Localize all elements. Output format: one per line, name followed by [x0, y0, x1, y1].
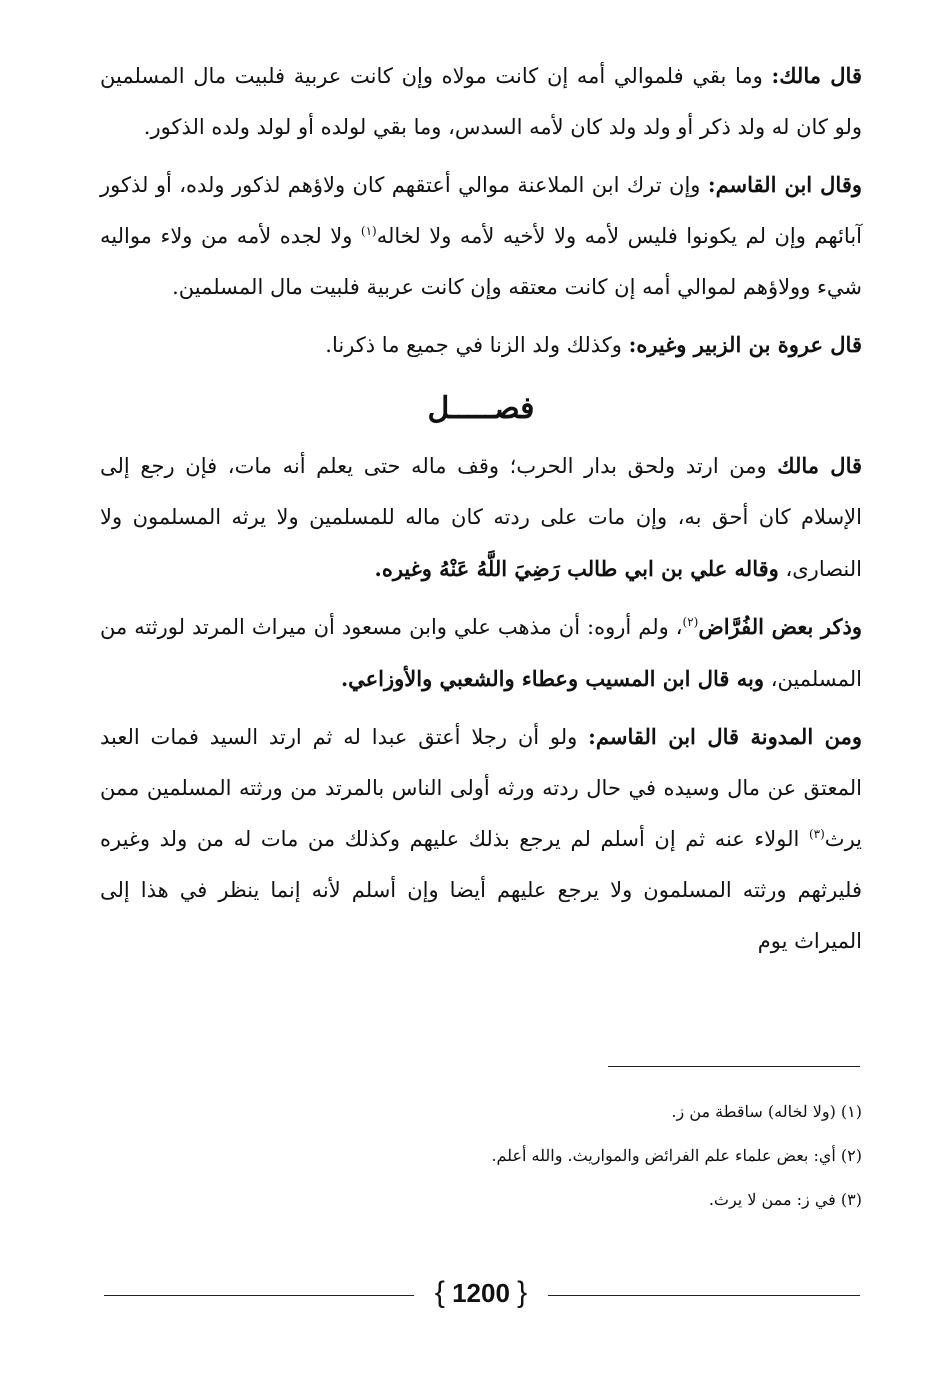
footnote-ref-1: (١)	[360, 224, 377, 238]
paragraph-4-lead: قال مالك	[777, 453, 863, 478]
paragraph-4-text: ومن ارتد ولحق بدار الحرب؛ وقف ماله حتى يعلم أنه مات، فإن رجع إلى الإسلام كان أحق به، وإن مات على ردته كان ماله للمسلمين ولا يرثه المسلمون ولا النصارى،	[100, 454, 862, 581]
paragraph-1	[100, 50, 862, 153]
footnote-2: (٢) أي: بعض علماء علم الفرائض والمواريث. والله أعلم.	[491, 1146, 862, 1165]
paragraph-3-text: وكذلك ولد الزنا في جميع ما ذكرنا.	[325, 333, 629, 357]
paragraph-1-lead: قال مالك:	[771, 63, 862, 88]
paragraph-5-text: ، ولم أروه: أن مذهب علي وابن مسعود أن ميراث المرتد لورثته من المسلمين،	[100, 615, 862, 691]
paragraph-6-text-a: ولو أن رجلا أعتق عبدا له ثم ارتد السيد فمات العبد المعتق عن مال وسيده في حال ردته ورثه أولى الناس بالمرتد من ورثته المسلمين ممن يرث	[100, 725, 862, 851]
paragraph-6-text-b: الولاء عنه ثم إن أسلم لم يرجع بذلك عليهم وكذلك من مات له من ولد وغيره فليرثهم ورثته المسلمون ولا يرجع عليهم أيضا وإن أسلم لأنه إنما ينظر في هذا إلى الميراث يوم	[100, 827, 862, 953]
paragraph-5-lead: وذكر بعض الفُرَّاض	[698, 614, 863, 639]
page-body	[100, 50, 862, 973]
footer-rule-right	[548, 1295, 860, 1296]
paragraph-2-text-a: وإن ترك ابن الملاعنة موالي أعتقهم كان ولاؤهم لذكور ولده، أو لذكور آبائهم وإن لم يكونوا فليس لأمه ولا لأخيه لأمه ولا لخاله	[100, 173, 862, 248]
footer-rule-left	[104, 1295, 414, 1296]
paragraph-2-text-b: ولا لجده لأمه من ولاء مواليه شيء وولاؤهم لموالي أمه إن كانت معتقه وإن كانت عربية فلبيت مال المسلمين.	[100, 224, 862, 299]
footnotes	[100, 1090, 862, 1222]
page-number-open-brace: {	[434, 1276, 445, 1309]
paragraph-4	[100, 440, 862, 595]
paragraph-3	[100, 319, 862, 371]
page-number-value: 1200	[452, 1278, 510, 1308]
paragraph-1-text: وما بقي فلموالي أمه إن كانت مولاه وإن كانت عربية فلبيت مال المسلمين ولو كان له ولد ذكر أو ولد ولد كان لأمه السدس، وما بقي لولده أو لولد ولده الذكور.	[100, 64, 862, 139]
paragraph-4-tail: وقاله علي بن ابي طالب رَضِيَ اللَّهُ عَنْهُ وغيره.	[374, 556, 779, 581]
paragraph-6	[100, 711, 862, 967]
footnote-3: (٣) في ز: ممن لا يرث.	[708, 1190, 862, 1209]
footnote-divider	[608, 1066, 860, 1067]
paragraph-2-lead: وقال ابن القاسم:	[707, 172, 862, 197]
page-number	[418, 1276, 544, 1310]
paragraph-5	[100, 601, 862, 705]
page-number-close-brace: }	[517, 1276, 528, 1309]
section-heading: فصـــــل	[427, 391, 535, 426]
footnote-1: (١) (ولا لخاله) ساقطة من ز.	[671, 1102, 862, 1121]
paragraph-3-lead: قال عروة بن الزبير وغيره:	[628, 332, 862, 357]
paragraph-2	[100, 159, 862, 313]
footnote-ref-3: (٣)	[808, 827, 825, 841]
paragraph-6-lead: ومن المدونة قال ابن القاسم:	[588, 724, 862, 749]
footnote-ref-2: (٢)	[682, 615, 699, 629]
paragraph-5-tail: وبه قال ابن المسيب وعطاء والشعبي والأوزاعي.	[340, 666, 765, 691]
